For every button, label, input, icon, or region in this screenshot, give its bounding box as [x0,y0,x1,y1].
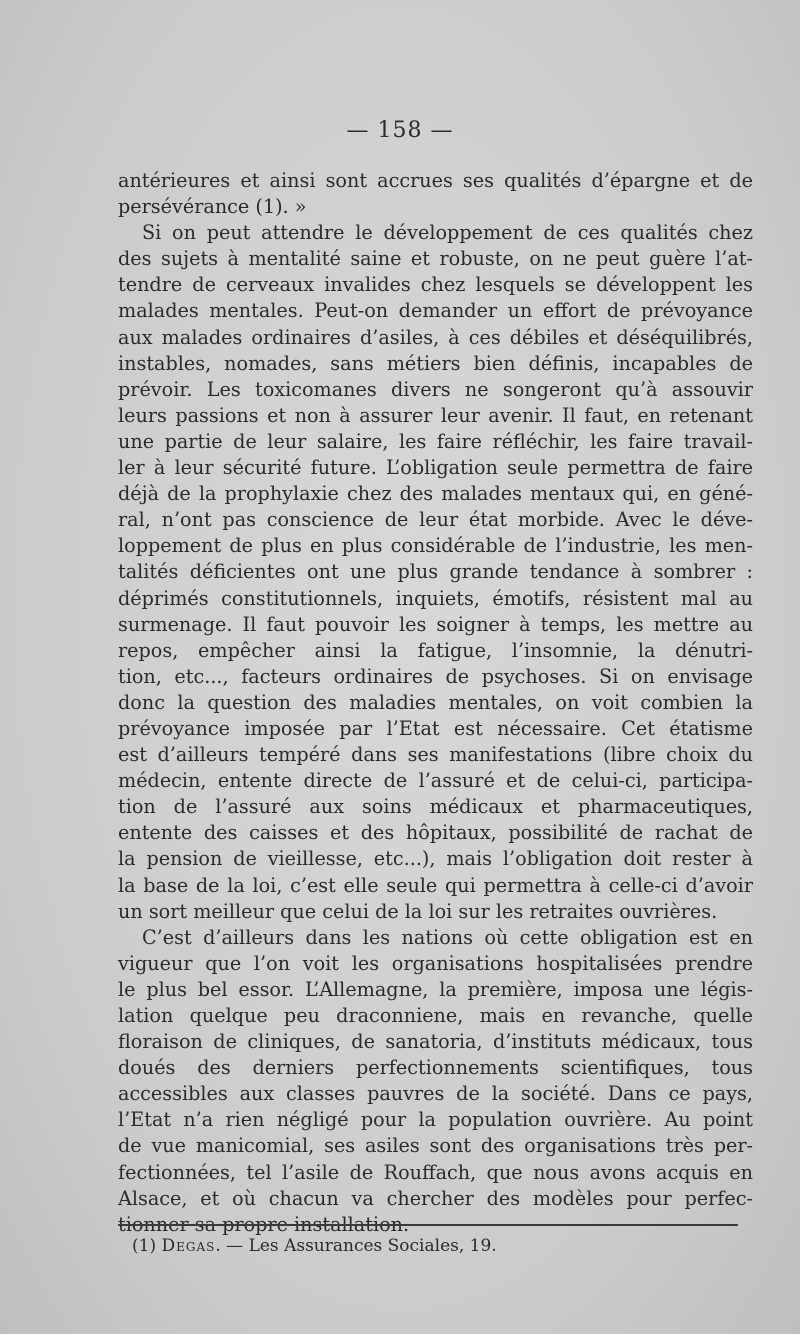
text-line: entente des caisses et des hôpitaux, possibilité de rachat de [118,821,753,845]
text-line: ral, n’ont pas conscience de leur état morbide. Avec le déve- [118,508,753,532]
text-line: C’est d’ailleurs dans les nations où cette obligation est en [142,925,753,949]
text-line: loppement de plus en plus considérable de l’industrie, les men- [118,534,753,558]
footnote-marker: (1) [132,1236,157,1256]
text-line: tion, etc..., facteurs ordinaires de psychoses. Si on envisage [118,664,753,688]
text-line: aux malades ordinaires d’asiles, à ces débiles et déséquilibrés, [118,325,753,349]
text-line: vigueur que l’on voit les organisations hospitalisées prendre [118,951,753,975]
text-line: la base de la loi, c’est elle seule qui permettra à celle-ci d’avoir [118,873,753,897]
text-line: prévoyance imposée par l’Etat est nécessaire. Cet étatisme [118,716,753,740]
text-line: leurs passions et non à assurer leur avenir. Il faut, en retenant [118,403,753,427]
text-line: la pension de vieillesse, etc...), mais l’obligation doit rester à [118,847,753,871]
text-line: prévoir. Les toxicomanes divers ne songeront qu’à assouvir [118,377,753,401]
text-line: un sort meilleur que celui de la loi sur les retraites ouvrières. [118,899,718,923]
text-line: donc la question des maladies mentales, on voit combien la [118,690,753,714]
text-line: est d’ailleurs tempéré dans ses manifestations (libre choix du [118,743,753,767]
footnote-rule [118,1224,738,1226]
text-line: Si on peut attendre le développement de ces qualités chez [142,221,753,245]
text-line: repos, empêcher ainsi la fatigue, l’insomnie, la dénutri- [118,638,753,662]
text-line: tendre de cerveaux invalides chez lesquels se développent les [118,273,753,297]
footnote-author: Degas [161,1236,216,1256]
text-line: des sujets à mentalité saine et robuste, on ne peut guère l’at- [118,247,753,271]
text-line: médecin, entente directe de l’assuré et de celui-ci, participa- [118,769,753,793]
text-line: surmenage. Il faut pouvoir les soigner à temps, les mettre au [118,612,753,636]
text-line: une partie de leur salaire, les faire réfléchir, les faire travail- [118,429,753,453]
footnote [132,1236,497,1256]
text-line: lation quelque peu draconniene, mais en revanche, quelle [118,1004,753,1027]
text-line: de vue manicomial, ses asiles sont des organisations très per- [118,1134,753,1158]
text-line: antérieures et ainsi sont accrues ses qualités d’épargne et de [118,169,753,192]
text-line: malades mentales. Peut-on demander un effort de prévoyance [118,299,753,323]
footnote-text: . — Les Assurances Sociales, 19. [215,1236,497,1256]
text-line: l’Etat n’a rien négligé pour la population ouvrière. Au point [118,1108,753,1132]
text-line: déjà de la prophylaxie chez des malades mentaux qui, en géné- [118,482,753,506]
text-line: floraison de cliniques, de sanatoria, d’instituts médicaux, tous [118,1030,753,1054]
text-line: tionner sa propre installation. [118,1212,410,1236]
page-number: — 158 — [346,118,454,143]
text-line: ler à leur sécurité future. L’obligation seule permettra de faire [118,456,753,480]
text-line: déprimés constitutionnels, inquiets, émotifs, résistent mal au [118,586,753,610]
text-line: doués des derniers perfectionnements scientifiques, tous [118,1056,753,1080]
text-line: Alsace, et où chacun va chercher des modèles pour perfec- [118,1186,753,1210]
text-line: fectionnées, tel l’asile de Rouffach, que nous avons acquis en [118,1160,753,1184]
text-line: instables, nomades, sans métiers bien définis, incapables de [118,351,753,375]
text-line: talités déficientes ont une plus grande tendance à sombrer : [118,560,753,584]
body-text [118,168,753,1238]
text-line: le plus bel essor. L’Allemagne, la première, imposa une légis- [118,977,753,1001]
text-line: persévérance (1). » [118,195,307,219]
text-line: accessibles aux classes pauvres de la société. Dans ce pays, [118,1082,753,1106]
text-line: tion de l’assuré aux soins médicaux et pharmaceutiques, [118,795,753,819]
